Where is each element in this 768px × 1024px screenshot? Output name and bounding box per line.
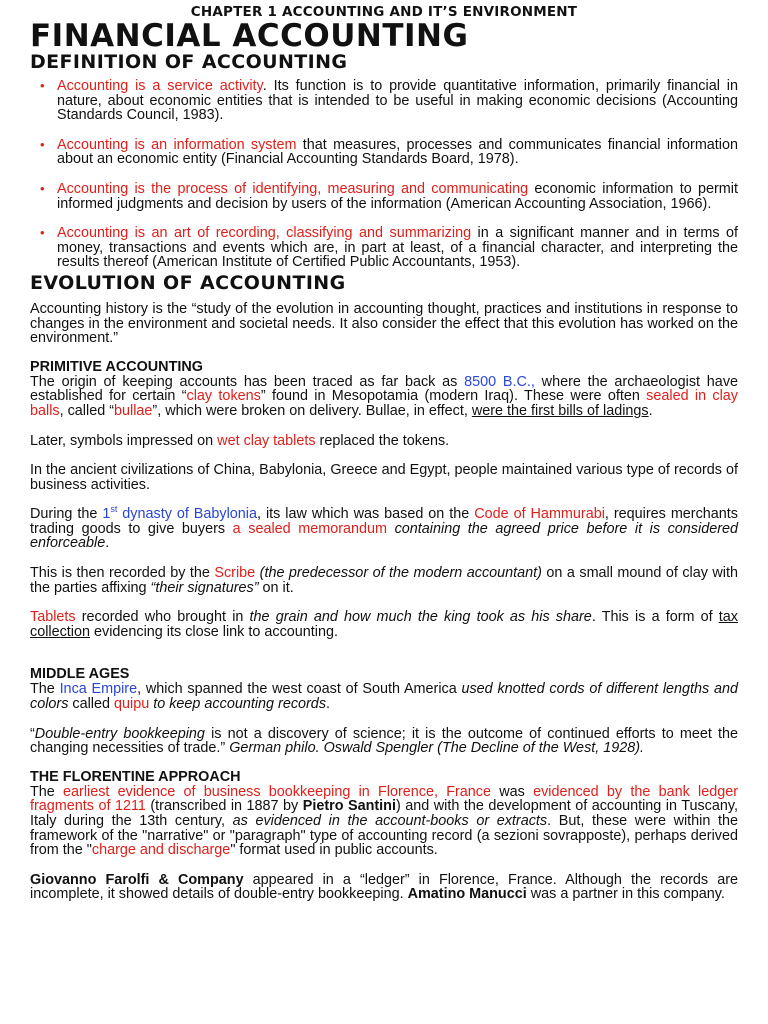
middle-ages-heading: MIDDLE AGES	[30, 666, 130, 683]
bullet-icon: •	[40, 180, 45, 196]
primitive-paragraph-1: The origin of keeping accounts has been traced as far back as 8500 B.C., where the archaeologist have established for certain “clay tokens” found in Mesopotamia (modern Iraq). These were often sealed in clay balls, called “bullae”, which were broken on delivery. Bullae, in effect, were the first bills of ladings.	[30, 373, 739, 419]
florentine-paragraph-1: The earliest evidence of business bookkeeping in Florence, France was evidenced by the bank ledger fragments of 1211 (transcribed in 1887 by Pietro Santini) and with the development of accounting in Tuscany, Italy during the 13th century, as evidenced in the account-books or extracts. But, these were within the framework of the "narrative" or "paragraph" type of accounting record (a sezioni sovrapposte), perhaps derived from the "charge and discharge" format used in public accounts.	[30, 783, 739, 859]
evolution-intro: Accounting history is the “study of the evolution in accounting thought, practices and institutions in response to changes in the environment and societal needs. It also consider the effect that this evolution has worked on the environment.”	[30, 300, 738, 347]
definition-item	[30, 79, 738, 123]
definition-item	[30, 138, 738, 167]
definition-highlight: Accounting is an information system	[57, 136, 297, 153]
evolution-heading: EVOLUTION OF ACCOUNTING	[30, 271, 346, 294]
florentine-heading: THE FLORENTINE APPROACH	[30, 768, 241, 785]
definition-text: economic information to permit informed judgments and decision by users of the information (American Accounting Association, 1966).	[57, 180, 738, 212]
definition-item	[30, 226, 738, 270]
definition-heading: DEFINITION OF ACCOUNTING	[30, 51, 348, 73]
middle-paragraph-1: The Inca Empire, which spanned the west coast of South America used knotted cords of different lengths and colors called quipu to keep accounting records.	[30, 681, 739, 713]
primitive-heading: PRIMITIVE ACCOUNTING	[30, 358, 203, 375]
page-title: FINANCIAL ACCOUNTING	[30, 18, 469, 54]
definition-highlight: Accounting is an art of recording, classifying and summarizing	[57, 225, 472, 242]
definition-item	[30, 182, 738, 211]
definition-text: that measures, processes and communicates financial information about an economic entity (Financial Accounting Standards Board, 1978).	[57, 136, 739, 168]
definition-highlight: Accounting is a service activity	[57, 78, 263, 94]
middle-paragraph-2: “Double-entry bookkeeping is not a discovery of science; it is the outcome of continued efforts to meet the changing necessities of trade.” German philo. Oswald Spengler (The Decline of the West, 1928).	[30, 725, 738, 757]
primitive-paragraph-5: This is then recorded by the Scribe (the predecessor of the modern accountant) on a small mound of clay with the parties affixing “their signatures” on it.	[30, 565, 739, 596]
definition-text: in a significant manner and in terms of money, transactions and events which are, in part at least, of a financial character, and interpreting the results thereof (American Institute of Certified Public Accountants, 1953).	[57, 225, 738, 271]
bullet-icon: •	[40, 78, 45, 93]
florentine-paragraph-2: Giovanno Farolfi & Company appeared in a “ledger” in Florence, France. Although the records are incomplete, it showed details of double-entry bookkeeping. Amatino Manucci was a partner in this company.	[30, 871, 738, 903]
bullet-icon: •	[40, 136, 45, 152]
document-page	[30, 4, 738, 902]
definition-highlight: Accounting is the process of identifying, measuring and communicating	[57, 180, 529, 197]
primitive-paragraph-2: Later, symbols impressed on wet clay tablets replaced the tokens.	[30, 432, 450, 449]
primitive-paragraph-3: In the ancient civilizations of China, Babylonia, Greece and Egypt, people maintained various type of records of business activities.	[30, 462, 738, 493]
definition-text: . Its function is to provide quantitative information, primarily financial in nature, about economic entities that is intended to be useful in making economic decisions (Accounting Standards Council, 1983).	[57, 78, 738, 124]
bullet-icon: •	[40, 225, 45, 241]
primitive-paragraph-6: Tablets recorded who brought in the grain and how much the king took as his share. This is a form of tax collection evidencing its close link to accounting.	[30, 609, 738, 640]
chapter-heading: CHAPTER 1 ACCOUNTING AND IT’S ENVIRONMENT	[190, 4, 578, 20]
definition-list	[30, 79, 738, 270]
primitive-paragraph-4: During the 1st dynasty of Babylonia, its law which was based on the Code of Hammurabi, requires merchants trading goods to give buyers a sealed memorandum containing the agreed price before it is considered enforceable.	[30, 504, 738, 552]
